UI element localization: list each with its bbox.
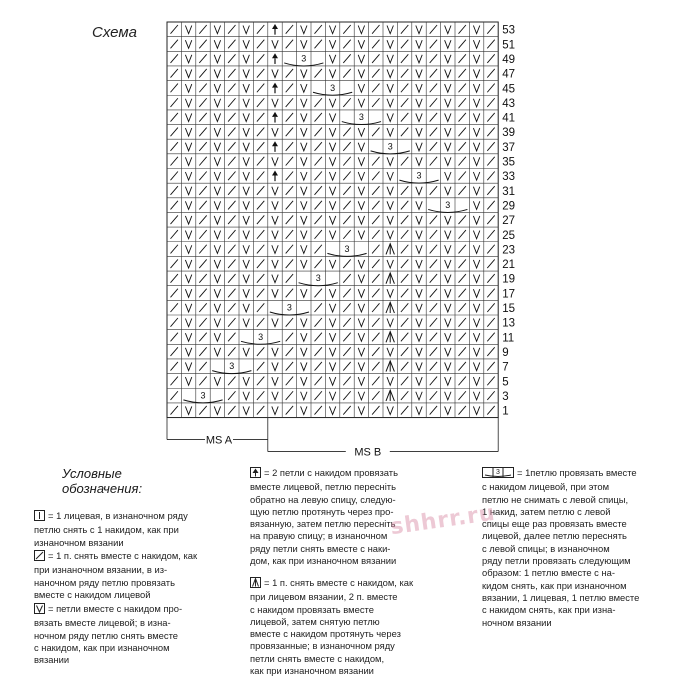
- slash-stitch-icon: [34, 550, 45, 564]
- row-number: 21: [502, 259, 515, 272]
- loop-3-label: 3: [315, 273, 321, 284]
- loop-3-label: 3: [330, 82, 336, 93]
- row-number: 45: [502, 83, 515, 96]
- row-number: 53: [502, 24, 515, 37]
- arrow-stitch-icon: [250, 467, 261, 481]
- loop-3-label: 3: [258, 331, 264, 342]
- loop-3-label: 3: [301, 53, 307, 64]
- row-number: 33: [502, 171, 515, 184]
- row-number: 37: [502, 141, 515, 154]
- v-stitch-icon: [34, 603, 45, 617]
- loop-3-label: 3: [358, 112, 364, 123]
- slipped-stitch-icon: [34, 510, 45, 524]
- row-number: 17: [502, 288, 515, 301]
- row-number: 9: [502, 346, 509, 359]
- loop-3-icon: [482, 467, 514, 481]
- svg-text:3: 3: [496, 469, 500, 476]
- legend-item-loop3: 3 = 1петлю провязать вместе с накидом лицевой, при этом петлю не снимать с левой спицы, 1 накид, затем петлю с левой спицы еще раз провязать вместе лицевой, далее петлю переснять с левой спицы; в изнаночном ряду петли провязать следующим образом: 1 петлю вместе с на- кидом снять, как при изнаночном вязании, 1 лицевая, 1 петлю вместе с накидом снять, как при изна- ночном вязании: [482, 467, 640, 628]
- loop-3-label: 3: [387, 141, 393, 152]
- row-number: 5: [502, 376, 509, 389]
- row-number: 11: [502, 332, 515, 345]
- row-number: 23: [502, 244, 515, 257]
- row-number: 51: [502, 39, 515, 52]
- legend-item-v: = петли вместе с накидом про- вязать вместе лицевой; в изна- ночном ряду петлю снять вместе с накидом, как при изнаночном вязании: [34, 603, 183, 666]
- loop-3-label: 3: [200, 390, 206, 401]
- row-number: 29: [502, 200, 515, 213]
- row-number: 27: [502, 215, 515, 228]
- row-number: 13: [502, 317, 515, 330]
- loop-3-label: 3: [229, 361, 235, 372]
- row-number: 47: [502, 68, 515, 81]
- row-number: 43: [502, 97, 515, 110]
- chart-title: Схема: [92, 24, 137, 41]
- legend-item-slash: = 1 п. снять вместе с накидом, как при изнаночном вязании, в из- наночном ряду петлю провязать вместе с накидом лицевой: [34, 550, 198, 600]
- ms-b-label: MS B: [354, 446, 382, 459]
- watermark: shhrr.ru: [388, 500, 498, 541]
- loop-3-label: 3: [286, 302, 292, 313]
- row-number: 25: [502, 229, 515, 242]
- row-number: 41: [502, 112, 515, 125]
- loop-3-label: 3: [416, 170, 422, 181]
- chart-grid: [167, 22, 498, 418]
- row-number: 1: [502, 405, 509, 418]
- row-number: 15: [502, 303, 515, 315]
- row-number: 39: [502, 127, 515, 140]
- row-number: 19: [502, 273, 515, 286]
- double-decrease-icon: [250, 577, 261, 591]
- row-number: 3: [502, 390, 509, 403]
- legend-item-cdd: = 1 п. снять вместе с накидом, как при лицевом вязании, 2 п. вместе с накидом провязать вместе лицевой, затем снятую петлю вместе с накидом протянуть через провязанные; в изнаночном ряду петли снять вместе с накидом, как при изнаночном вязании: [250, 577, 414, 677]
- loop-3-label: 3: [344, 243, 350, 254]
- row-number: 7: [502, 361, 509, 374]
- ms-a-label: MS A: [205, 434, 233, 447]
- row-number: 35: [502, 156, 515, 169]
- row-number: 31: [502, 185, 515, 198]
- loop-3-label: 3: [445, 199, 451, 210]
- legend-item-arrow: = 2 петли с накидом провязать вместе лицевой, петлю пересніть обратно на левую спицу, следую- щую петлю протянуть через про- вязанную, затем петлю пересніть на правую спицу; в изнаночном ряду петли снять вместе с нaки- дом, как при изнаночном вязании: [250, 467, 398, 567]
- legend-item-slipped: = 1 лицевая, в изнаночном ряду петлю снять с 1 накидом, как при изнаночном вязании: [34, 510, 188, 548]
- row-number: 49: [502, 53, 515, 66]
- legend-title: Условные обозначения:: [62, 466, 143, 496]
